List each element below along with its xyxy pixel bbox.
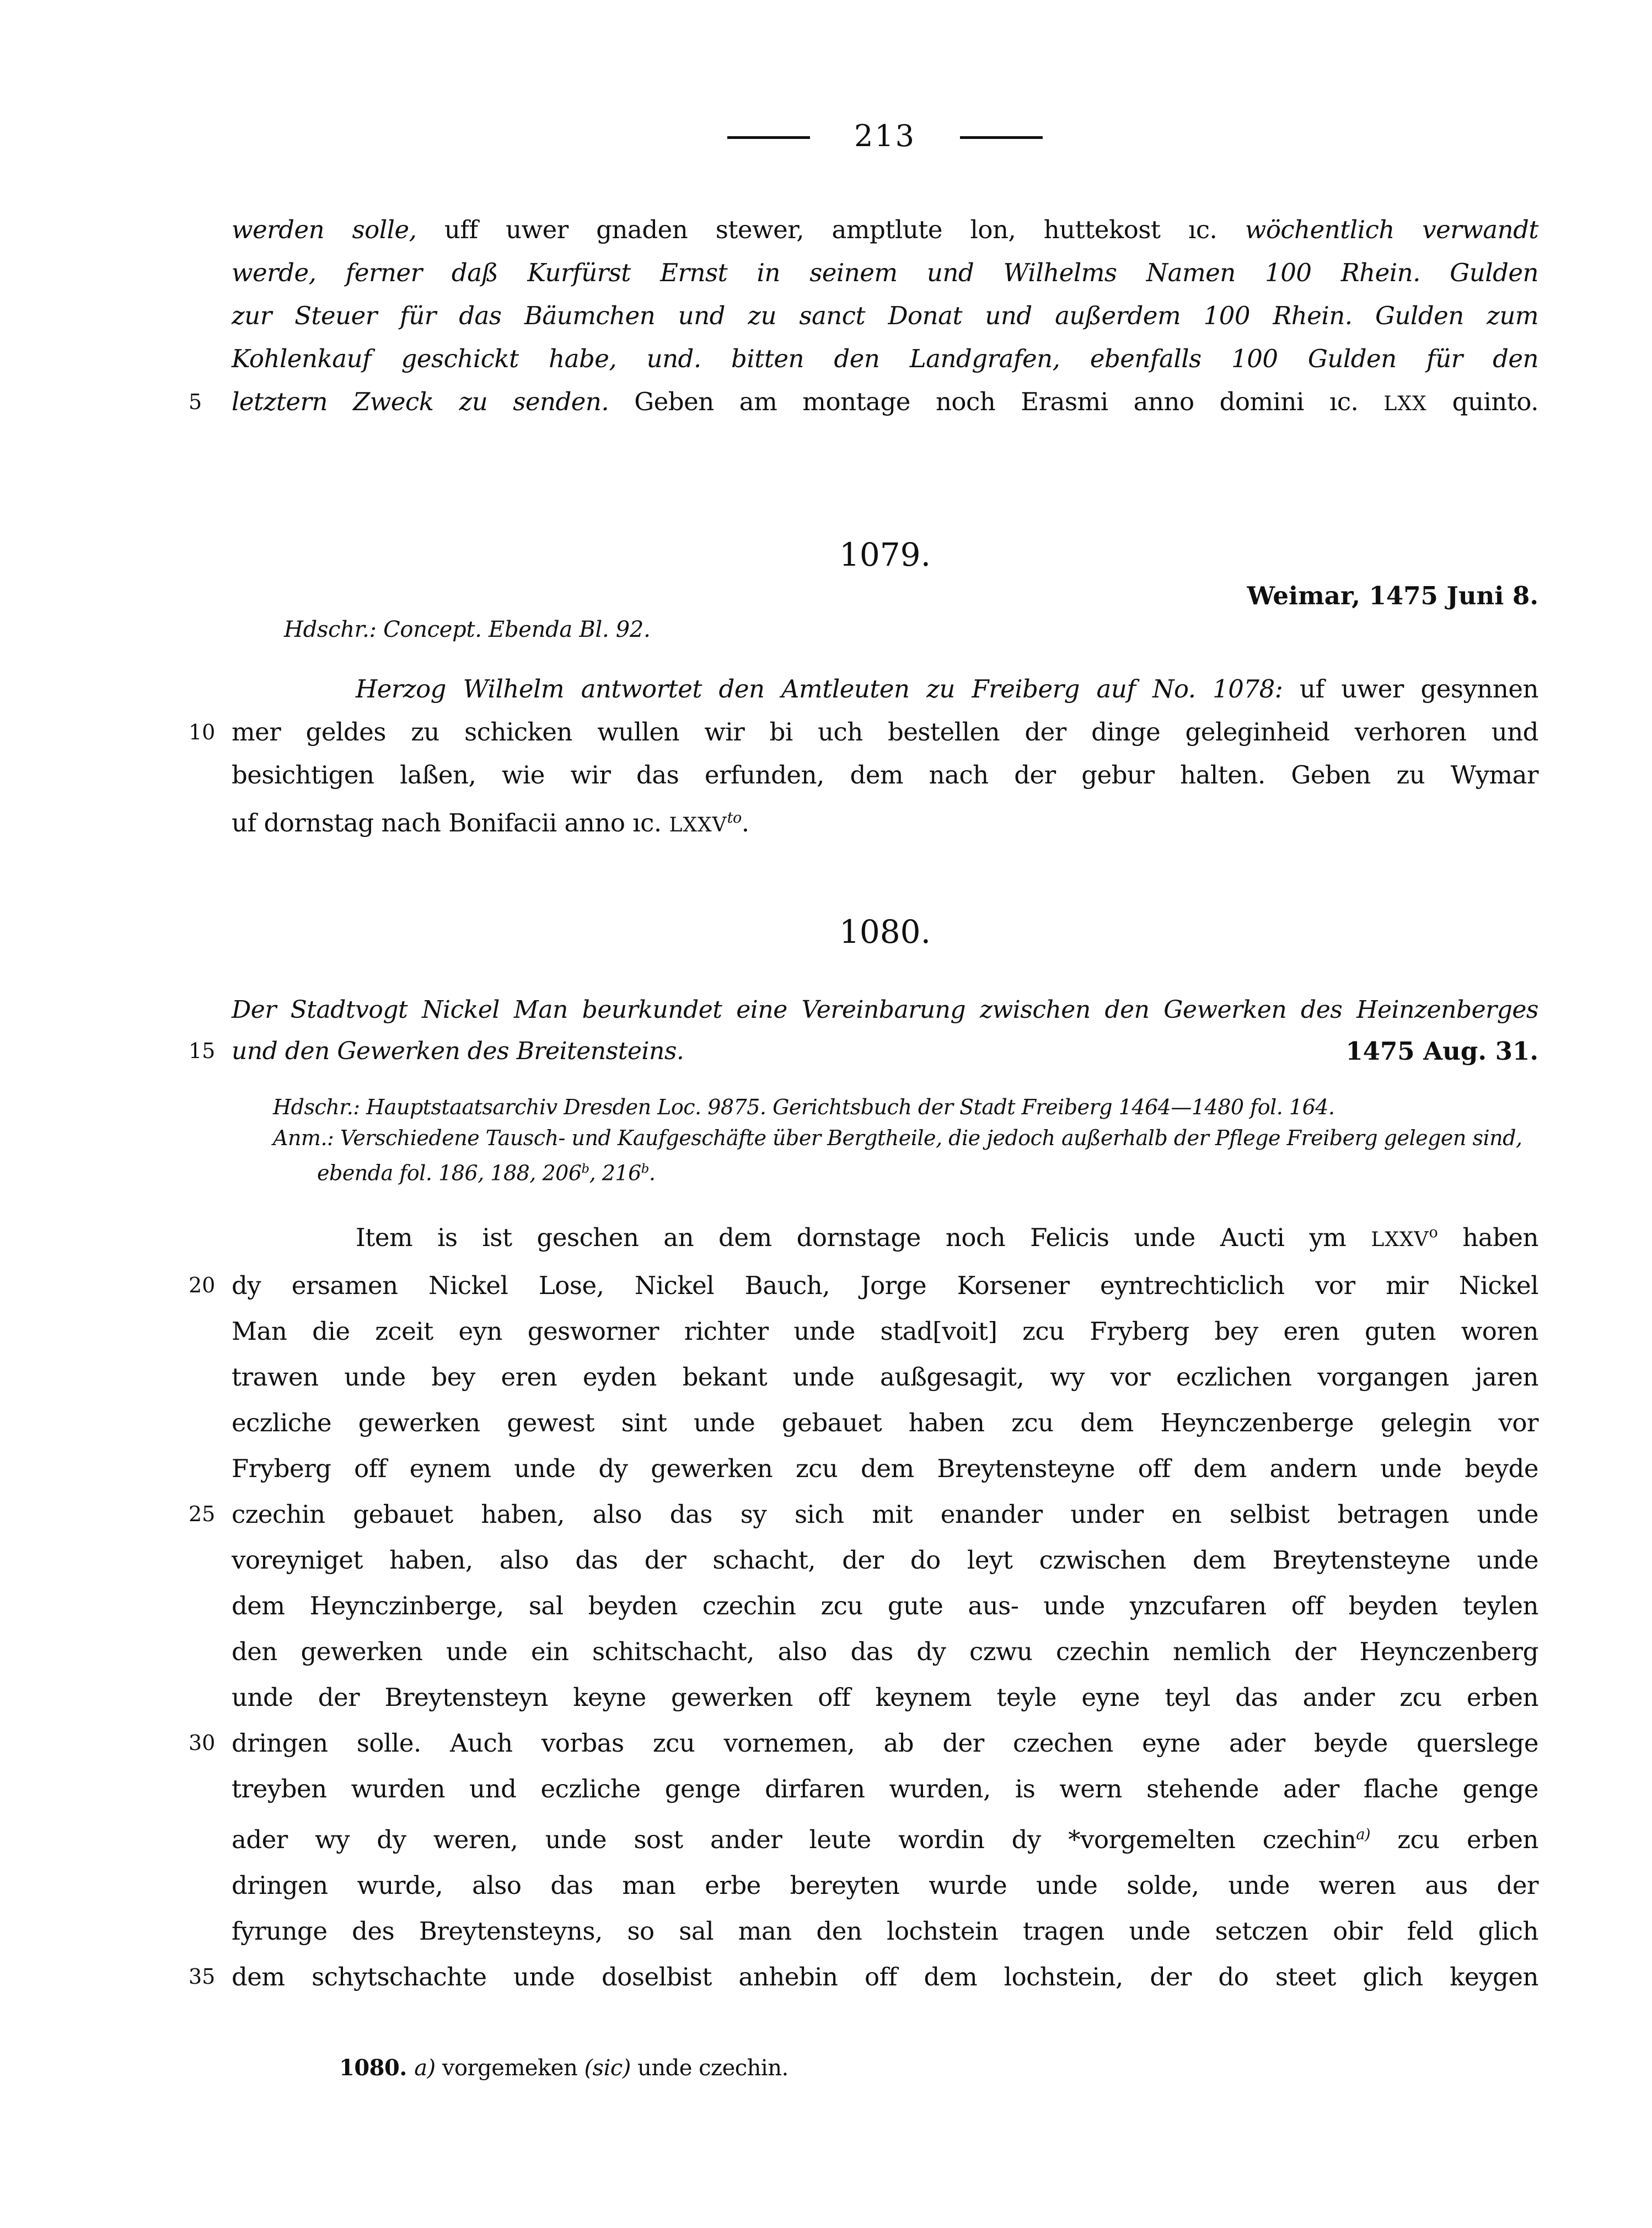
margin-line-number: 35 — [189, 1964, 216, 1989]
text-segment: Man die zceit eyn gesworner richter unde stad[voit] zcu Fryberg bey eren guten woren — [232, 1316, 1538, 1346]
text-line — [273, 1153, 1538, 1189]
text-segment: dringen wurde, also das man erbe bereyten wurde unde solde, unde weren aus der — [232, 1870, 1538, 1900]
text-segment: a) — [1356, 1826, 1370, 1843]
text-line — [273, 1123, 1538, 1153]
text-segment: unde czechin. — [630, 2055, 789, 2081]
text-segment: czechin gebauet haben, also das sy sich mit enander under en selbist betragen unde — [232, 1499, 1538, 1529]
text-segment: zur Steuer für das Bäumchen und zu sanct Donat und außerdem 100 Rhein. Gulden zum — [232, 301, 1538, 330]
text-segment: Herzog Wilhelm antwortet den Amtleuten zu Freiberg auf No. 1078: — [356, 674, 1283, 704]
page-header — [232, 119, 1538, 153]
text-line — [232, 1812, 1538, 1862]
text-segment: . — [741, 808, 749, 837]
text-segment: Hdschr.: Hauptstaatsarchiv Dresden Loc. 9875. Gerichtsbuch der Stadt Freiberg 1464—1480 fol. 164. — [273, 1095, 1335, 1119]
text-line — [189, 1954, 1538, 2000]
text-segment: LXXV — [669, 814, 727, 836]
text-segment: Anm.: Verschiedene Tausch- und Kaufgeschäfte über Bergtheile, die jedoch außerhalb der Pflege Freiberg gelegen sind, — [273, 1126, 1522, 1150]
text-segment: ader wy dy weren, unde sost ander leute wordin dy *vorgemelten czechin — [232, 1824, 1356, 1854]
text-segment: . — [648, 1161, 656, 1185]
margin-line-number: 30 — [189, 1730, 216, 1755]
text-line — [189, 1030, 1538, 1072]
entry-1080-source-block — [232, 1092, 1538, 1189]
text-segment: den gewerken unde ein schitschacht, also das dy czwu czechin nemlich der Heynczenberg — [232, 1636, 1538, 1666]
text-segment: mer geldes zu schicken wullen wir bi uch bestellen der dinge geleginheid verhoren und — [232, 717, 1538, 747]
text-line — [189, 711, 1538, 754]
text-line — [232, 754, 1538, 797]
text-segment: haben — [1438, 1222, 1538, 1252]
entry-1079-body — [189, 668, 1538, 847]
text-segment: uff uwer gnaden stewer, amptlute lon, huttekost ıc. — [416, 215, 1245, 244]
text-line — [189, 1491, 1538, 1537]
text-segment: LXX — [1383, 393, 1427, 415]
text-line — [232, 1210, 1538, 1263]
text-line — [232, 208, 1538, 251]
text-segment: wöchentlich verwandt — [1245, 215, 1539, 244]
text-segment: (sic) — [584, 2055, 631, 2081]
text-line — [232, 668, 1538, 711]
text-segment: ebenda fol. 186, 188, 206 — [317, 1161, 582, 1185]
text-segment: a) — [414, 2055, 442, 2081]
entry-1079-number-heading: 1079. — [839, 536, 931, 573]
margin-line-number: 15 — [189, 1039, 216, 1063]
entry-1080-summary — [189, 989, 1538, 1072]
text-segment: to — [727, 809, 742, 826]
entry-1079-date: Weimar, 1475 Juni 8. — [1247, 581, 1538, 610]
text-segment: Item is ist geschen an dem dornstage noch Felicis unde Aucti ym — [356, 1222, 1371, 1252]
text-line — [189, 380, 1538, 426]
text-line — [232, 337, 1538, 380]
text-segment: b — [581, 1162, 589, 1176]
text-segment: Geben am montage noch Erasmi anno domini ıc. — [609, 387, 1384, 416]
text-segment: , 216 — [589, 1161, 641, 1185]
text-segment: treyben wurden und eczliche genge dirfaren wurden, is wern stehende ader flache genge — [232, 1774, 1538, 1803]
header-rule-left — [727, 136, 810, 139]
header-rule-right — [960, 136, 1043, 139]
text-segment: 1080. — [339, 2054, 415, 2081]
margin-line-number: 20 — [189, 1273, 216, 1297]
text-line — [232, 1629, 1538, 1674]
text-line — [189, 1263, 1538, 1308]
text-segment: werden solle, — [232, 215, 417, 244]
text-segment: trawen unde bey eren eyden bekant unde außgesagit, wy vor eczlichen vorgangen jaren — [232, 1362, 1538, 1392]
text-segment: o — [1429, 1223, 1438, 1241]
entry-1080-date: 1475 Aug. 31. — [1345, 1037, 1538, 1066]
text-line — [339, 2055, 1538, 2081]
text-line — [232, 1862, 1538, 1908]
text-line — [232, 294, 1538, 337]
text-line — [273, 1092, 1538, 1123]
entry-1079-source: Hdschr.: Concept. Ebenda Bl. 92. — [284, 617, 651, 642]
text-column — [189, 208, 1539, 2081]
entry-1080-number-heading: 1080. — [839, 913, 931, 951]
text-line — [232, 1354, 1538, 1400]
text-segment: eczliche gewerken gewest sint unde gebauet haben zcu dem Heynczenberge gelegin vor — [232, 1408, 1538, 1437]
text-line — [232, 1674, 1538, 1720]
text-segment: dem schytschachte unde doselbist anhebin off dem lochstein, der do steet glich keygen — [232, 1962, 1538, 1991]
text-segment: uf uwer gesynnen — [1283, 674, 1538, 704]
continuation-paragraph — [189, 208, 1539, 426]
text-line — [232, 1308, 1538, 1354]
margin-line-number: 25 — [189, 1501, 216, 1526]
text-segment: fyrunge des Breytensteyns, so sal man den lochstein tragen unde setczen obir feld glich — [232, 1916, 1538, 1946]
text-segment: voreyniget haben, also das der schacht, der do leyt czwischen dem Breytensteyne unde — [232, 1545, 1538, 1575]
text-segment: und den Gewerken des Breitensteins. — [232, 1037, 684, 1065]
text-line — [232, 989, 1538, 1030]
text-segment: b — [641, 1162, 649, 1176]
text-segment: dringen solle. Auch vorbas zcu vornemen, ab der czechen eyne ader beyde querslege — [232, 1728, 1538, 1758]
text-line — [232, 251, 1538, 294]
text-segment: Kohlenkauf geschickt habe, und. bitten den Landgrafen, ebenfalls 100 Gulden für den — [232, 344, 1538, 373]
text-segment: dy ersamen Nickel Lose, Nickel Bauch, Jorge Korsener eyntrechticlich vor mir Nickel — [232, 1270, 1538, 1300]
text-segment: zcu erben — [1370, 1824, 1538, 1854]
text-segment: dem Heynczinberge, sal beyden czechin zcu gute aus- unde ynzcufaren off beyden teylen — [232, 1591, 1538, 1620]
text-line — [232, 1908, 1538, 1954]
text-line — [232, 1446, 1538, 1491]
text-segment: vorgemeken — [442, 2055, 584, 2081]
margin-line-number: 10 — [189, 720, 216, 744]
text-line — [232, 797, 1538, 847]
text-segment: unde der Breytensteyn keyne gewerken off keynem teyle eyne teyl das ander zcu erben — [232, 1682, 1538, 1712]
text-segment: Der Stadtvogt Nickel Man beurkundet eine Vereinbarung zwischen den Gewerken des Heinzenberges — [232, 996, 1538, 1024]
text-line — [189, 1720, 1538, 1766]
text-segment: Fryberg off eynem unde dy gewerken zcu dem Breytensteyne off dem andern unde beyde — [232, 1453, 1538, 1483]
page-number: 213 — [854, 119, 916, 153]
text-line — [232, 1537, 1538, 1583]
text-line — [232, 1400, 1538, 1446]
text-line — [232, 1583, 1538, 1629]
text-segment: uf dornstag nach Bonifacii anno ıc. — [232, 808, 669, 837]
text-segment: quinto. — [1426, 387, 1538, 416]
text-segment: werde, ferner daß Kurfürst Ernst in seinem und Wilhelms Namen 100 Rhein. Gulden — [232, 258, 1538, 287]
text-segment: besichtigen laßen, wie wir das erfunden, dem nach der gebur halten. Geben zu Wymar — [232, 760, 1538, 790]
text-line — [232, 1766, 1538, 1812]
margin-line-number: 5 — [189, 390, 202, 414]
entry-1080-body — [189, 1210, 1538, 2000]
text-segment: LXXV — [1371, 1228, 1429, 1251]
footnote — [232, 2055, 1538, 2081]
text-segment: letztern Zweck zu senden. — [232, 387, 609, 416]
